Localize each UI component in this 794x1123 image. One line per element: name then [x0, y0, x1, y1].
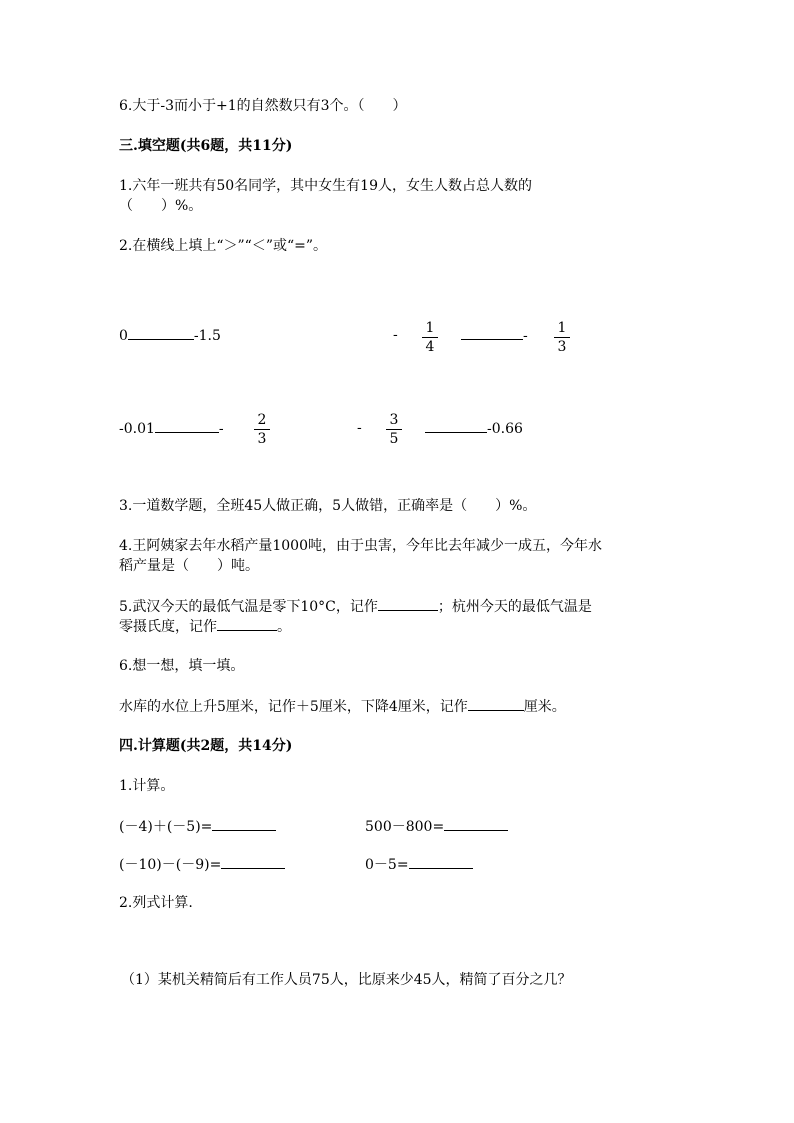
s3-question-4-line1: 4.王阿姨家去年水稻产量1000吨，由于虫害，今年比去年减少一成五，今年水: [119, 538, 602, 554]
compare-b-middle: [461, 325, 528, 346]
fraction-two-thirds: [254, 412, 270, 447]
q5-text-3: 零摄氏度，记作: [119, 619, 217, 635]
fraction-denominator: 3: [557, 339, 567, 355]
compare-c-sign: -: [218, 421, 224, 437]
calc-3: [119, 854, 285, 875]
compare-d-sign: -: [357, 420, 362, 436]
fraction-numerator: 3: [389, 412, 399, 428]
compare-c-left: -0.01: [119, 421, 155, 437]
calc-3-blank[interactable]: [221, 854, 285, 869]
compare-c-blank[interactable]: [155, 418, 219, 433]
compare-a: [119, 325, 221, 346]
compare-b-sign2: -: [523, 328, 528, 344]
q5-text-2: ；杭州今天的最低气温是: [437, 599, 592, 615]
fraction-one-third: [554, 320, 570, 355]
s3-question-3: 3.一道数学题，全班45人做正确，5人做错，正确率是（ ）%。: [119, 498, 537, 514]
section-4-title: 四.计算题(共2题，共14分): [119, 738, 293, 754]
compare-d: [425, 418, 523, 439]
compare-a-left: 0: [119, 328, 128, 344]
s3-question-1-line2: （ ）%。: [119, 198, 203, 214]
q6-text-2: 厘米。: [523, 699, 566, 715]
compare-a-right: -1.5: [193, 328, 221, 344]
calc-4-blank[interactable]: [409, 854, 473, 869]
q5-text-1: 5.武汉今天的最低气温是零下10°C，记作: [119, 599, 378, 615]
fraction-one-quarter: [422, 320, 438, 355]
compare-b-sign1: -: [393, 327, 398, 343]
fraction-numerator: 1: [557, 320, 567, 336]
fraction-denominator: 4: [425, 339, 435, 355]
calc-1-expr: (－4)＋(－5)=: [119, 819, 213, 835]
section-3-title: 三.填空题(共6题，共11分): [119, 138, 293, 154]
fraction-numerator: 1: [425, 320, 435, 336]
s4-question-2: 2.列式计算.: [119, 895, 193, 911]
s3-question-5-line2: [119, 616, 291, 637]
s3-question-2: 2.在横线上填上“＞”“＜”或“=”。: [119, 238, 328, 254]
compare-d-right: -0.66: [487, 421, 523, 437]
calc-2-blank[interactable]: [444, 816, 508, 831]
calc-3-expr: (－10)－(－9)=: [119, 857, 222, 873]
s3-question-4-line2: 稻产量是（ ）吨。: [119, 558, 259, 574]
calc-4-expr: 0－5=: [365, 857, 409, 873]
s3-question-5-line1: [119, 596, 592, 617]
s3-question-1-line1: 1.六年一班共有50名同学，其中女生有19人，女生人数占总人数的: [119, 178, 532, 194]
calc-2-expr: 500－800=: [365, 819, 445, 835]
q6-blank[interactable]: [468, 696, 524, 711]
q6-text-1: 水库的水位上升5厘米，记作＋5厘米，下降4厘米，记作: [119, 699, 468, 715]
calc-4: [365, 854, 473, 875]
question-6-prev: 6.大于-3而小于+1的自然数只有3个。（ ）: [119, 98, 407, 114]
q5-blank-2[interactable]: [217, 616, 277, 631]
s4-question-2-sub: （1）某机关精简后有工作人员75人，比原来少45人，精简了百分之几？: [121, 972, 572, 988]
compare-c: [119, 418, 224, 439]
s3-question-6-sub: [119, 696, 566, 717]
q5-blank-1[interactable]: [378, 596, 438, 611]
fraction-denominator: 5: [389, 431, 399, 447]
s4-question-1: 1.计算。: [119, 778, 175, 794]
fraction-three-fifths: [386, 412, 402, 447]
calc-2: [365, 816, 508, 837]
fraction-denominator: 3: [257, 431, 267, 447]
compare-b-blank[interactable]: [461, 325, 523, 340]
compare-a-blank[interactable]: [128, 325, 194, 340]
compare-d-blank[interactable]: [425, 418, 487, 433]
s3-question-6: 6.想一想，填一填。: [119, 658, 245, 674]
calc-1: [119, 816, 276, 837]
q5-text-4: 。: [277, 619, 291, 635]
calc-1-blank[interactable]: [212, 816, 276, 831]
fraction-numerator: 2: [257, 412, 267, 428]
